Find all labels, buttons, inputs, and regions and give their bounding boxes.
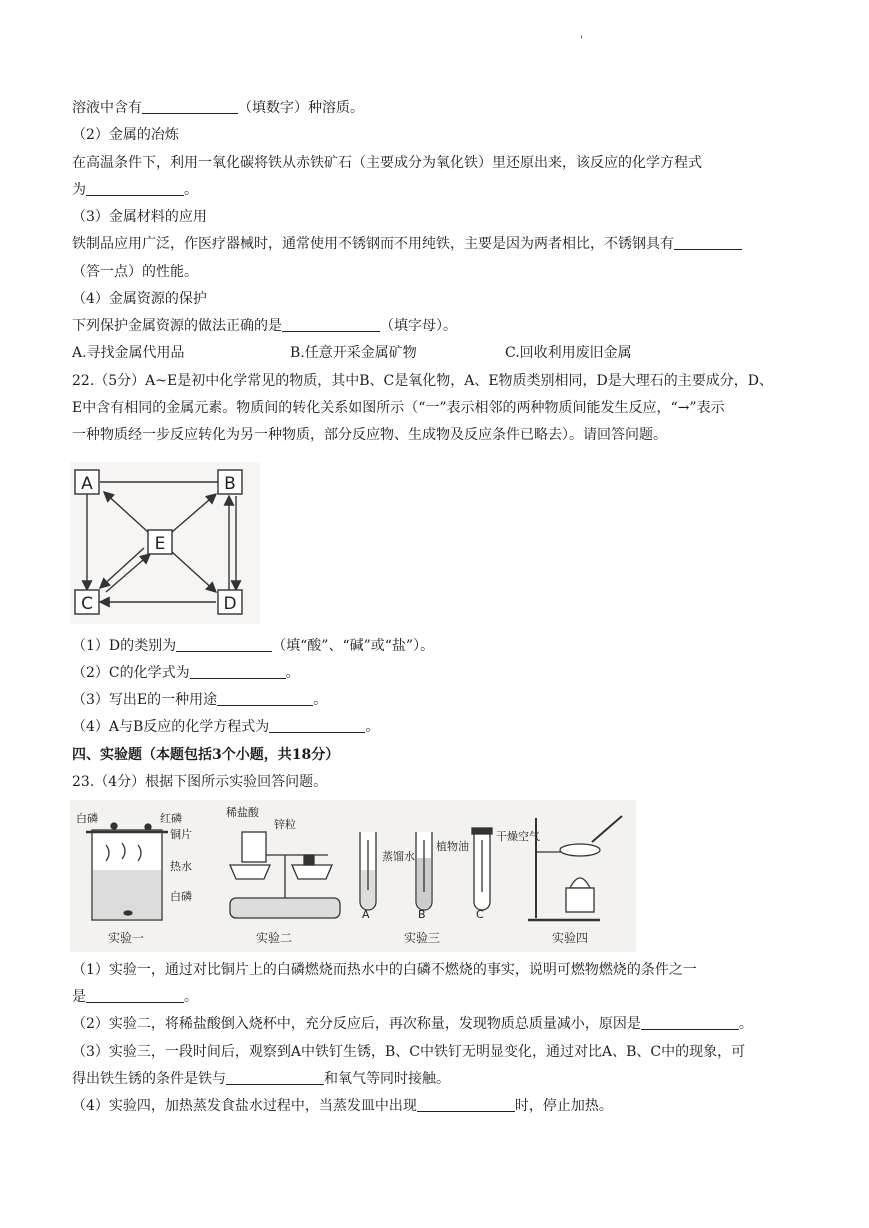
answer-blank[interactable] [142,99,238,114]
node-b: B [224,474,236,494]
label-tube-b: B [418,908,426,921]
text-line: 一种物质经一步反应转化为另一种物质，部分反应物、生成物及反应条件已略去）。请回答问题。 [72,427,667,443]
label-zinc: 锌粒 [274,818,296,831]
text-line: 下列保护金属资源的做法正确的是 （填字母）。 [72,318,457,334]
caption-experiment-2: 实验二 [256,931,293,945]
text-line: 23.（4分）根据下图所示实验回答问题。 [72,774,328,790]
answer-blank[interactable] [674,235,742,250]
text-line: （1）实验一，通过对比铜片上的白磷燃烧而热水中的白磷不燃烧的事实，说明可燃物燃烧的条件之一 [72,962,697,978]
option-c: C.回收利用废旧金属 [505,345,632,361]
answer-blank[interactable] [190,664,286,679]
answer-blank[interactable] [217,691,313,706]
label-dilute-hcl: 稀盐酸 [226,806,259,819]
experiments-figure [70,800,636,952]
subheading: （4）金属资源的保护 [72,291,207,307]
label-tube-c: C [476,908,484,921]
option-b: B.任意开采金属矿物 [290,345,417,361]
text-line: E中含有相同的金属元素。物质间的转化关系如图所示（“一”表示相邻的两种物质间能发生反应，“→”表示 [72,400,725,416]
question-line: （1）D的类别为 （填“酸”、“碱”或“盐”）。 [72,638,435,654]
experiment-1-apparatus [86,823,168,920]
options-line [72,344,632,362]
option-a: A.寻找金属代用品 [72,345,185,361]
label-white-phosphorus-top: 白磷 [76,812,98,825]
text-line: （答一点）的性能。 [72,264,198,280]
answer-blank[interactable] [226,1070,324,1085]
text-line: 在高温条件下，利用一氧化碳将铁从赤铁矿石（主要成分为氧化铁）里还原出来，该反应的化学方程式 [72,155,702,171]
header-mark: ' [580,35,583,46]
label-vegetable-oil: 植物油 [436,840,469,853]
subheading: （3）金属材料的应用 [72,209,207,225]
answer-blank[interactable] [417,1097,515,1112]
question-line: （3）写出E的一种用途 。 [72,692,328,708]
question-line: （4）A与B反应的化学方程式为 。 [72,719,380,735]
label-dry-air: 干燥空气 [496,830,540,843]
label-distilled-water: 蒸馏水 [382,850,415,863]
relationship-diagram [70,462,260,624]
answer-blank[interactable] [86,988,184,1003]
node-d: D [223,594,237,614]
text-line: 铁制品应用广泛，作医疗器械时，通常使用不锈钢而不用纯铁，主要是因为两者相比，不锈钢具有 [72,235,742,253]
text-line: 溶液中含有 （填数字）种溶质。 [72,100,364,116]
node-a: A [81,474,93,494]
text-line: 是 。 [72,989,198,1005]
caption-experiment-4: 实验四 [552,931,589,945]
section-heading: 四、实验题（本题包括3个小题，共18分） [72,747,340,763]
answer-blank[interactable] [269,718,365,733]
caption-experiment-3: 实验三 [404,931,441,945]
answer-blank[interactable] [176,637,272,652]
caption-experiment-1: 实验一 [108,931,145,945]
subheading: （2）金属的冶炼 [72,127,179,143]
text-line: 得出铁生锈的条件是铁与 和氧气等同时接触。 [72,1071,450,1087]
label-red-phosphorus: 红磷 [160,812,182,825]
text-line: 为 。 [72,182,198,198]
text-line: （4）实验四，加热蒸发食盐水过程中，当蒸发皿中出现 时，停止加热。 [72,1098,613,1114]
answer-blank[interactable] [641,1015,739,1030]
label-copper-sheet: 铜片 [170,828,192,841]
text-line: （2）实验二，将稀盐酸倒入烧杯中，充分反应后，再次称量，发现物质总质量减小，原因是 。 [72,1016,753,1032]
answer-blank[interactable] [86,181,184,196]
node-e: E [154,534,166,554]
text-line: （3）实验三，一段时间后，观察到A中铁钉生锈，B、C中铁钉无明显变化，通过对比A、B、C中的现象，可 [72,1044,746,1060]
text-line: 22.（5分）A~E是初中化学常见的物质，其中B、C是氧化物，A、E物质类别相同，D是大理石的主要成分，D、 [72,373,774,389]
label-hot-water: 热水 [170,860,192,873]
node-c: C [81,594,93,614]
label-tube-a: A [362,908,370,921]
label-white-phosphorus-bottom: 白磷 [170,890,192,903]
question-line: （2）C的化学式为 。 [72,665,300,681]
answer-blank[interactable] [282,317,380,332]
